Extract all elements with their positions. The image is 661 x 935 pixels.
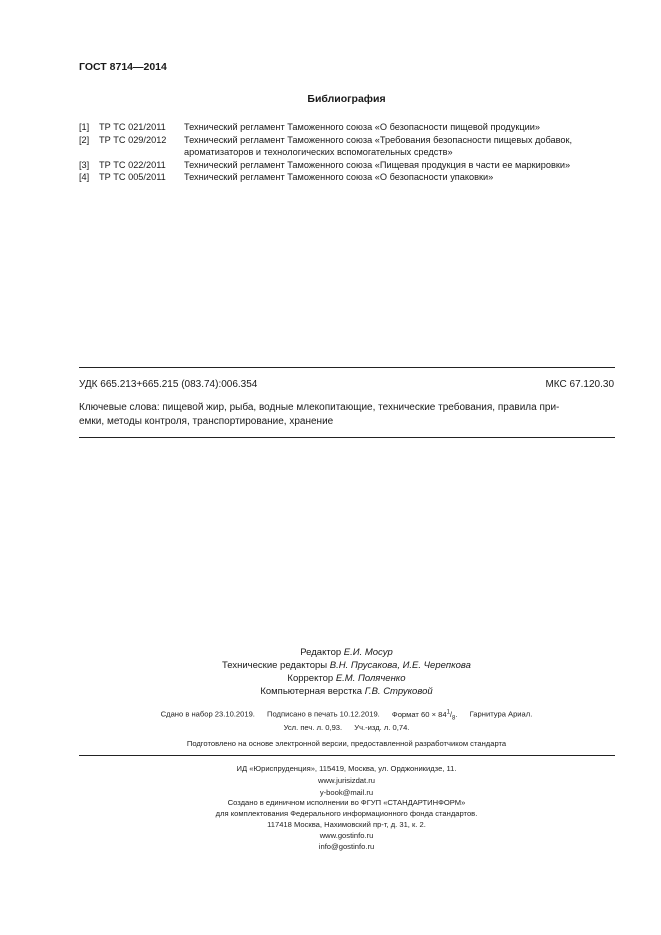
- divider-publisher: [79, 755, 615, 756]
- bibliography-item: [79, 134, 619, 159]
- credit-name: Е.М. Поляченко: [335, 673, 406, 684]
- bibliography-number: [1]: [79, 122, 90, 132]
- divider-top: [79, 367, 615, 368]
- mks-code: МКС 67.120.30: [545, 379, 614, 390]
- keywords: [79, 401, 619, 429]
- credit-label: Технические редакторы: [222, 660, 328, 671]
- keywords-line: емки, методы контроля, транспортирование, хранение: [79, 416, 334, 427]
- submitted-date: Сдано в набор 23.10.2019.: [160, 709, 255, 719]
- credit-tech-editors: [0, 659, 661, 672]
- typeface: Гарнитура Ариал.: [469, 709, 533, 719]
- print-info-line: [0, 709, 661, 721]
- format-numerator: 1: [446, 709, 450, 715]
- credit-layout: [0, 685, 661, 698]
- bibliography-code: ТР ТС 029/2012: [99, 134, 167, 145]
- publisher-contacts: [0, 775, 661, 799]
- bibliography-item: [79, 121, 619, 134]
- bibliography-number: [3]: [79, 159, 90, 170]
- credit-corrector: [0, 672, 661, 685]
- bibliography-text-line: ароматизаторов и технологических вспомогательных средств»: [184, 147, 453, 157]
- bibliography-code: ТР ТС 005/2011: [99, 172, 166, 182]
- bibliography-code: ТР ТС 022/2011: [99, 159, 166, 170]
- print-info-sheets: [0, 723, 661, 732]
- credit-label: Редактор: [300, 647, 342, 658]
- print-format: [391, 709, 458, 722]
- credits: [0, 646, 661, 698]
- bibliography-item: [79, 159, 619, 172]
- bibliography-text-line: Технический регламент Таможенного союза «Требования безопасности пищевых добавок,: [184, 134, 573, 145]
- bibliography-title: Библиография: [307, 93, 386, 105]
- credit-label: Корректор: [287, 673, 334, 684]
- bibliography-code: ТР ТС 021/2011: [99, 122, 166, 132]
- udk-code: УДК 665.213+665.215 (083.74):006.354: [79, 379, 258, 390]
- divider-bottom: [79, 437, 615, 438]
- publisher-info: [0, 763, 661, 799]
- bibliography-item: [79, 171, 619, 184]
- credit-editor: [0, 646, 661, 659]
- page-header: ГОСТ 8714—2014: [79, 61, 167, 73]
- format-slash: /: [449, 709, 453, 719]
- bibliography-text: [184, 121, 619, 134]
- bibliography-text: [184, 171, 619, 184]
- printer-contacts: [0, 830, 661, 852]
- format-prefix: Формат 60 × 84: [391, 709, 447, 719]
- format-denominator: 8: [452, 715, 456, 722]
- bibliography-text-line: Технический регламент Таможенного союза «О безопасности пищевой продукции»: [184, 122, 541, 132]
- credit-name: Е.И. Мосур: [343, 647, 393, 658]
- keywords-line: Ключевые слова: пищевой жир, рыба, водные млекопитающие, технические требования, правила при-: [79, 402, 560, 413]
- printer-email-link[interactable]: info@gostinfo.ru: [318, 842, 375, 851]
- prepared-note: Подготовлено на основе электронной версии, предоставленной разработчиком стандарта: [186, 739, 507, 748]
- printer-line: для комплектования Федерального информационного фонда стандартов.: [215, 809, 478, 818]
- publisher-site-link[interactable]: www.jurisizdat.ru: [318, 776, 375, 785]
- printer-address: 117418 Москва, Нахимовский пр-т, д. 31, к. 2.: [267, 820, 426, 829]
- printer-site-link[interactable]: www.gostinfo.ru: [319, 831, 374, 840]
- publisher-address: ИД «Юриспруденция», 115419, Москва, ул. Орджоникидзе, 11.: [236, 764, 457, 773]
- bibliography-number: [2]: [79, 134, 90, 145]
- publisher-sheets: Уч.-изд. л. 0,74.: [354, 723, 410, 732]
- printer-info: [0, 797, 661, 852]
- bibliography-text: [184, 134, 619, 159]
- bibliography-text-line: Технический регламент Таможенного союза «О безопасности упаковки»: [184, 172, 494, 182]
- format-suffix: .: [455, 709, 458, 719]
- publisher-email-link[interactable]: y-book@mail.ru: [319, 788, 374, 797]
- signed-date: Подписано в печать 10.12.2019.: [267, 709, 380, 719]
- credit-name: Г.В. Струковой: [364, 686, 433, 697]
- printed-sheets: Усл. печ. л. 0,93.: [283, 723, 343, 732]
- bibliography-number: [4]: [79, 172, 90, 182]
- bibliography-text: [184, 159, 619, 172]
- credit-label: Компьютерная верстка: [260, 686, 363, 697]
- credit-name: В.Н. Прусакова, И.Е. Черепкова: [329, 660, 471, 671]
- printer-line: Создано в единичном исполнении во ФГУП «СТАНДАРТИНФОРМ»: [227, 798, 466, 807]
- bibliography-text-line: Технический регламент Таможенного союза «Пищевая продукция в части ее маркировки»: [184, 159, 571, 170]
- bibliography-list: [79, 121, 619, 184]
